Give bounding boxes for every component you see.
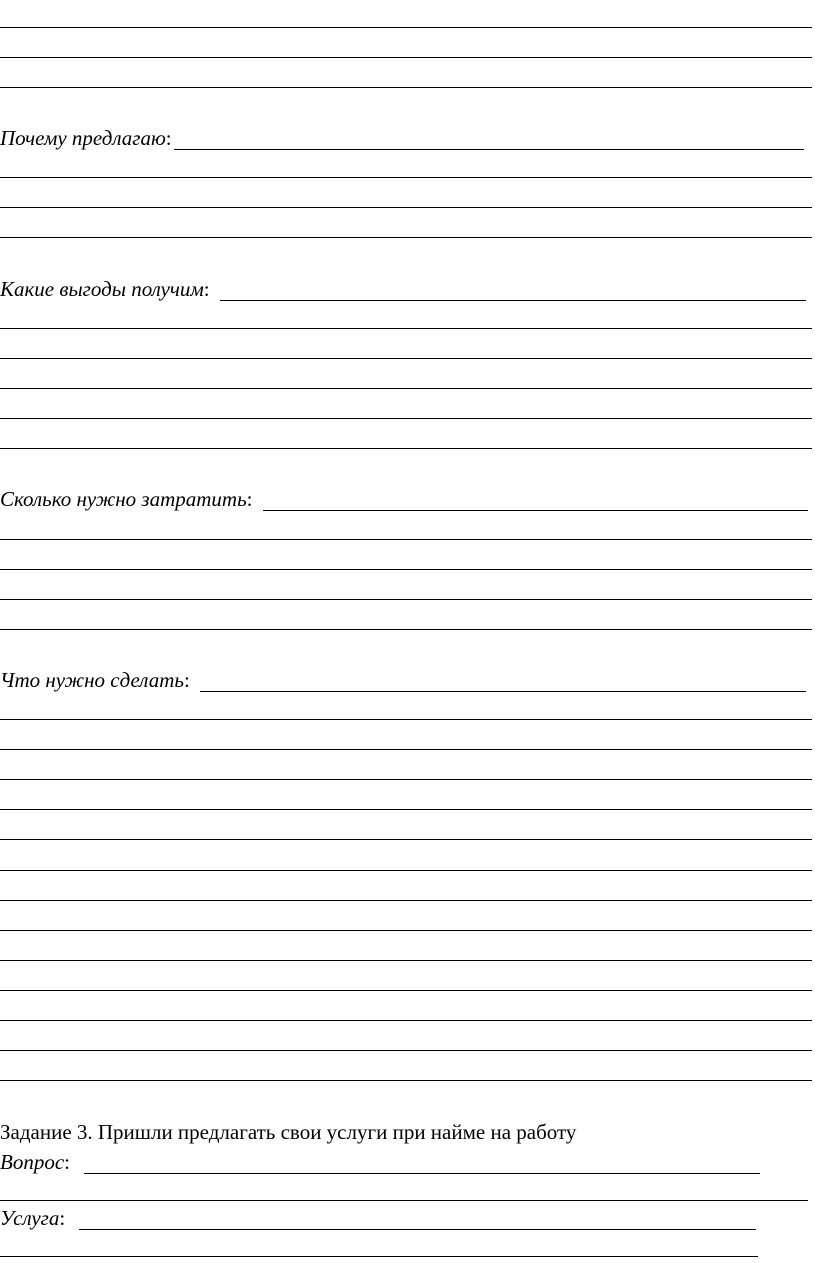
blank-line[interactable] [0,599,812,600]
field-label: Какие выгоды получим [0,277,204,301]
field-colon: : [59,1206,66,1230]
blank-line[interactable] [0,177,812,178]
blank-line[interactable] [0,809,812,810]
field-colon: : [165,126,172,150]
blank-line[interactable] [0,629,812,630]
blank-line[interactable] [0,87,812,88]
answer-line[interactable] [174,131,804,150]
blank-line[interactable] [0,990,812,991]
blank-line[interactable] [0,900,812,901]
blank-line[interactable] [0,779,812,780]
answer-line[interactable] [79,1211,756,1230]
field-colon: : [203,277,210,301]
blank-line[interactable] [0,839,812,840]
blank-line[interactable] [0,569,812,570]
blank-line[interactable] [0,749,812,750]
blank-line[interactable] [0,1256,758,1257]
task-3-title: Задание 3. Пришли предлагать свои услуги при найме на работу [0,1120,577,1144]
field-label: Сколько нужно затратить [0,487,247,511]
blank-line[interactable] [0,237,812,238]
blank-line[interactable] [0,1020,812,1021]
blank-line[interactable] [0,207,812,208]
blank-line[interactable] [0,1050,812,1051]
blank-line[interactable] [0,57,812,58]
field-colon: : [183,668,190,692]
blank-line[interactable] [0,418,812,419]
field-label: Услуга [0,1206,60,1230]
field-colon: : [64,1150,70,1174]
field-colon: : [246,487,253,511]
blank-line[interactable] [0,448,812,449]
answer-line[interactable] [84,1155,760,1174]
blank-line[interactable] [0,960,812,961]
blank-line[interactable] [0,1080,812,1081]
blank-line[interactable] [0,1200,808,1201]
field-service [0,1206,756,1230]
field-label: Вопрос [0,1150,65,1174]
field-benefits [0,277,806,301]
field-why-offer [0,126,804,150]
blank-line[interactable] [0,930,812,931]
field-label: Почему предлагаю [0,126,166,150]
field-question [0,1150,760,1174]
answer-line[interactable] [220,282,806,301]
blank-line[interactable] [0,719,812,720]
blank-line[interactable] [0,388,812,389]
blank-line[interactable] [0,539,812,540]
field-todo [0,668,806,692]
blank-line[interactable] [0,328,812,329]
field-cost [0,487,808,511]
blank-line[interactable] [0,870,812,871]
field-label: Что нужно сделать [0,668,184,692]
answer-line[interactable] [200,673,806,692]
blank-line[interactable] [0,27,812,28]
answer-line[interactable] [263,492,808,511]
blank-line[interactable] [0,358,812,359]
